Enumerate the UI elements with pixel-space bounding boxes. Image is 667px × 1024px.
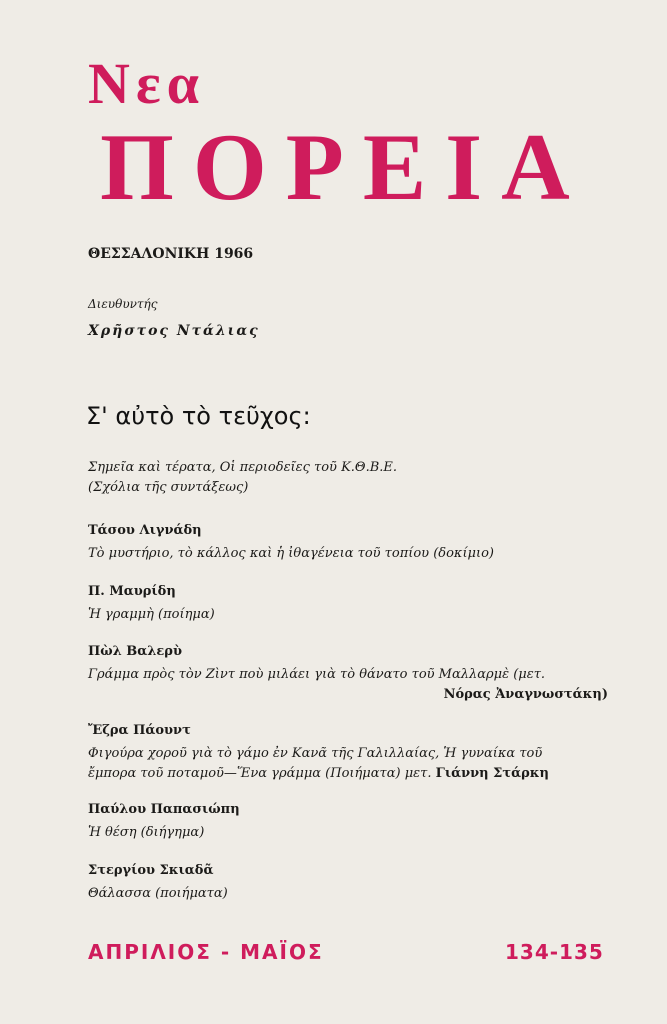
entry-author: Στεργίου Σκιαδᾶ [88,863,214,878]
entry-author: Παύλου Παπασιώπη [88,802,240,817]
contents-entry [88,583,608,625]
entry-author: Πὼλ Βαλερὺ [88,644,182,659]
contents-entry [88,862,608,904]
entry-title: Φιγούρα χοροῦ γιὰ τὸ γάμο ἐν Κανᾶ τῆς Γαλιλλαίας, Ἡ γυναίκα τοῦ [88,746,543,761]
entry-title: Γράμμα πρὸς τὸν Ζὶντ ποὺ μιλάει γιὰ τὸ θάνατο τοῦ Μαλλαρμὲ (μετ. [88,667,546,682]
entry-author: Ἔζρα Πάουντ [88,723,191,738]
contents-entry [88,458,608,498]
contents-entry [88,522,608,564]
entry-author: Π. Μαυρίδη [88,584,176,599]
masthead-title-small: Νεα [88,51,206,116]
masthead-title-big: ΠΟΡΕΙΑ [100,114,589,220]
city-year: ΘΕΣΣΑΛΟΝΙΚΗ 1966 [88,246,254,262]
director-name: Χρῆστος Ντάλιας [88,323,260,339]
entry-author: Τάσου Λιγνάδη [88,523,202,538]
contents-entry [88,801,608,843]
entry-translator: Γιάννη Στάρκη [435,766,549,781]
entry-title: Ἡ γραμμὴ (ποίημα) [88,607,215,622]
director-label: Διευθυντής [88,297,158,311]
entry-title: Ἡ θέση (διήγημα) [88,825,205,840]
entry-title: Θάλασσα (ποιήματα) [88,886,228,901]
entry-title-line2: ἔμπορα τοῦ ποταμοῦ—Ἕνα γράμμα (Ποιήματα) μετ. [88,766,432,781]
entry-translator: Νόρας Ἀναγνωστάκη) [443,687,608,702]
entry-subtitle: (Σχόλια τῆς συντάξεως) [88,480,249,495]
issue-date: ΑΠΡΙΛΙΟΣ - ΜΑΪΟΣ [88,940,324,964]
contents-entry [88,643,608,705]
contents-entry [88,722,608,784]
entry-title: Τὸ μυστήριο, τὸ κάλλος καὶ ἡ ἰθαγένεια τοῦ τοπίου (δοκίμιο) [88,546,494,561]
contents-heading: Σ' αὐτὸ τὸ τεῦχος: [86,402,311,430]
entry-title: Σημεῖα καὶ τέρατα, Οἱ περιοδεῖες τοῦ Κ.Θ.Β.Ε. [88,460,398,475]
entry-title-cont [88,764,608,784]
issue-number: 134-135 [505,940,604,964]
